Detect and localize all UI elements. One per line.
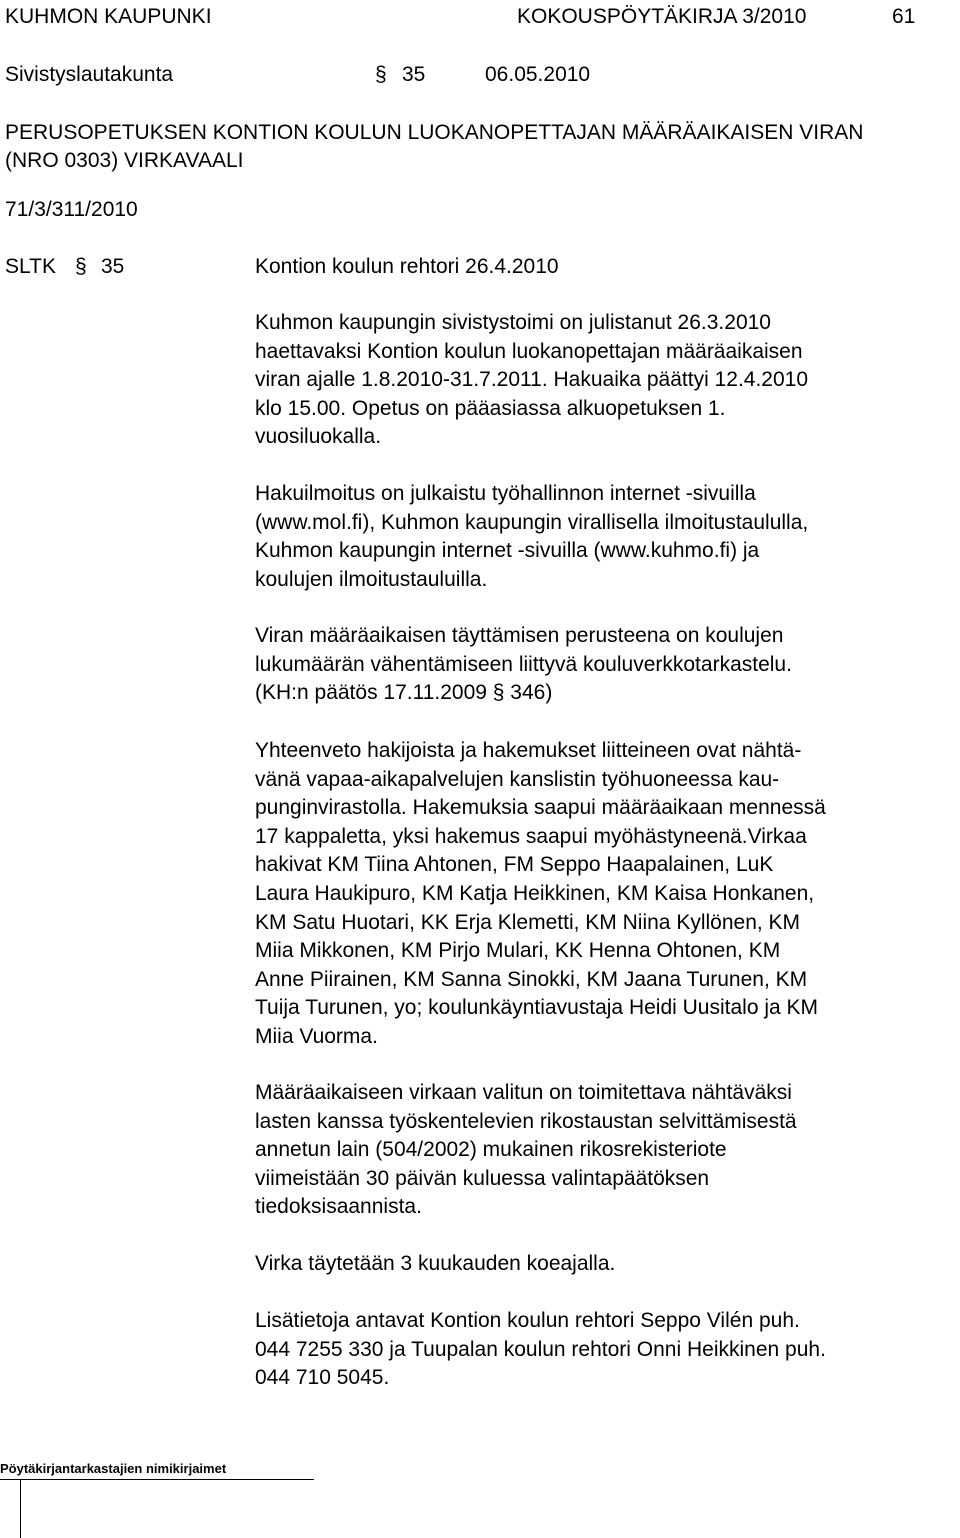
text-line: klo 15.00. Opetus on pääasiassa alkuopetuksen 1. — [255, 396, 726, 420]
text-line: Laura Haukipuro, KM Katja Heikkinen, KM Kaisa Honkanen, — [255, 881, 815, 905]
text-line: Miia Mikkonen, KM Pirjo Mulari, KK Henna Ohtonen, KM — [255, 939, 781, 963]
text-line: hakivat KM Tiina Ahtonen, FM Seppo Haapalainen, LuK — [255, 853, 774, 877]
paragraph-criminal-record — [255, 1079, 945, 1222]
section-number: 35 — [402, 63, 426, 86]
text-line: 044 710 5045. — [255, 1366, 390, 1390]
text-line: (KH:n päätös 17.11.2009 § 346) — [255, 681, 553, 705]
text-line: KM Satu Huotari, KK Erja Klemetti, KM Niina Kyllönen, KM — [255, 910, 801, 934]
text-line: viimeistään 30 päivän kuluessa valintapäätöksen — [255, 1166, 710, 1190]
text-line: Hakuilmoitus on julkaistu työhallinnon internet -sivuilla — [255, 482, 756, 505]
matter-title-line1: PERUSOPETUKSEN KONTION KOULUN LUOKANOPETTAJAN MÄÄRÄAIKAISEN VIRAN — [5, 121, 864, 144]
record-number: 71/3/311/2010 — [5, 198, 138, 221]
text-line: tiedoksisaannista. — [255, 1195, 422, 1219]
paragraph-publication — [255, 480, 945, 594]
reference-label: SLTK — [5, 255, 56, 278]
text-line: viran ajalle 1.8.2010-31.7.2011. Hakuaika päättyi 12.4.2010 — [255, 368, 809, 392]
signature-divider — [0, 1479, 314, 1480]
text-line: Kuhmon kaupungin sivistystoimi on julistanut 26.3.2010 — [255, 311, 771, 334]
paragraph-applicants — [255, 737, 945, 1052]
text-line: (www.mol.fi), Kuhmon kaupungin virallisella ilmoitustaululla, — [255, 510, 809, 534]
municipality-name: KUHMON KAUPUNKI — [5, 5, 212, 28]
text-line: Määräaikaiseen virkaan valitun on toimitettava nähtäväksi — [255, 1081, 792, 1104]
text-line: Miia Vuorma. — [255, 1024, 378, 1048]
text-line: Viran määräaikaisen täyttämisen perusteena on koulujen — [255, 624, 784, 647]
text-line: vuosiluokalla. — [255, 425, 382, 449]
text-line: Tuija Turunen, yo; koulunkäyntiavustaja Heidi Uusitalo ja KM — [255, 996, 819, 1020]
text-line: Lisätietoja antavat Kontion koulun rehtori Seppo Vilén puh. — [255, 1309, 800, 1332]
text-line: 17 kappaletta, yksi hakemus saapui myöhästyneenä.Virkaa — [255, 824, 807, 848]
text-line: haettavaksi Kontion koulun luokanopettajan määräaikaisen — [255, 339, 803, 363]
text-line: Kuhmon kaupungin internet -sivuilla (www.kuhmo.fi) ja — [255, 539, 760, 563]
paragraph-contact-info — [255, 1307, 945, 1393]
signature-label: Pöytäkirjantarkastajien nimikirjaimet — [0, 1461, 227, 1476]
meeting-date: 06.05.2010 — [485, 63, 591, 86]
page-number: 61 — [892, 5, 916, 28]
text-line: 044 7255 330 ja Tuupalan koulun rehtori Onni Heikkinen puh. — [255, 1337, 826, 1361]
text-line: lasten kanssa työskentelevien rikostaustan selvittämisestä — [255, 1109, 797, 1133]
text-line: Anne Piirainen, KM Sanna Sinokki, KM Jaana Turunen, KM — [255, 967, 808, 991]
document-type: KOKOUSPÖYTÄKIRJA 3/2010 — [517, 5, 807, 28]
section-sign: § — [375, 63, 387, 86]
signature-box — [0, 1479, 21, 1538]
matter-title-line2: (NRO 0303) VIRKAVAALI — [5, 149, 244, 172]
paragraph-basis — [255, 622, 945, 708]
text-line: annetun lain (504/2002) mukainen rikosrekisteriote — [255, 1138, 727, 1162]
text-line: punginvirastolla. Hakemuksia saapui määräaikaan mennessä — [255, 796, 826, 820]
paragraph-announcement — [255, 309, 945, 452]
text-line: koulujen ilmoitustauluilla. — [255, 567, 488, 591]
reference-section-sign: § — [75, 255, 87, 278]
text-line: vänä vapaa-aikapalvelujen kanslistin työhuoneessa kau- — [255, 767, 780, 791]
text-line: Virka täytetään 3 kuukauden koeajalla. — [255, 1252, 616, 1275]
reference-text: Kontion koulun rehtori 26.4.2010 — [255, 255, 559, 278]
text-line: lukumäärän vähentämiseen liittyvä kouluverkkotarkastelu. — [255, 652, 792, 676]
board-name: Sivistyslautakunta — [5, 63, 174, 86]
reference-section-number: 35 — [101, 255, 125, 278]
text-line: Yhteenveto hakijoista ja hakemukset liitteineen ovat nähtä- — [255, 739, 802, 762]
paragraph-trial-period — [255, 1250, 945, 1279]
